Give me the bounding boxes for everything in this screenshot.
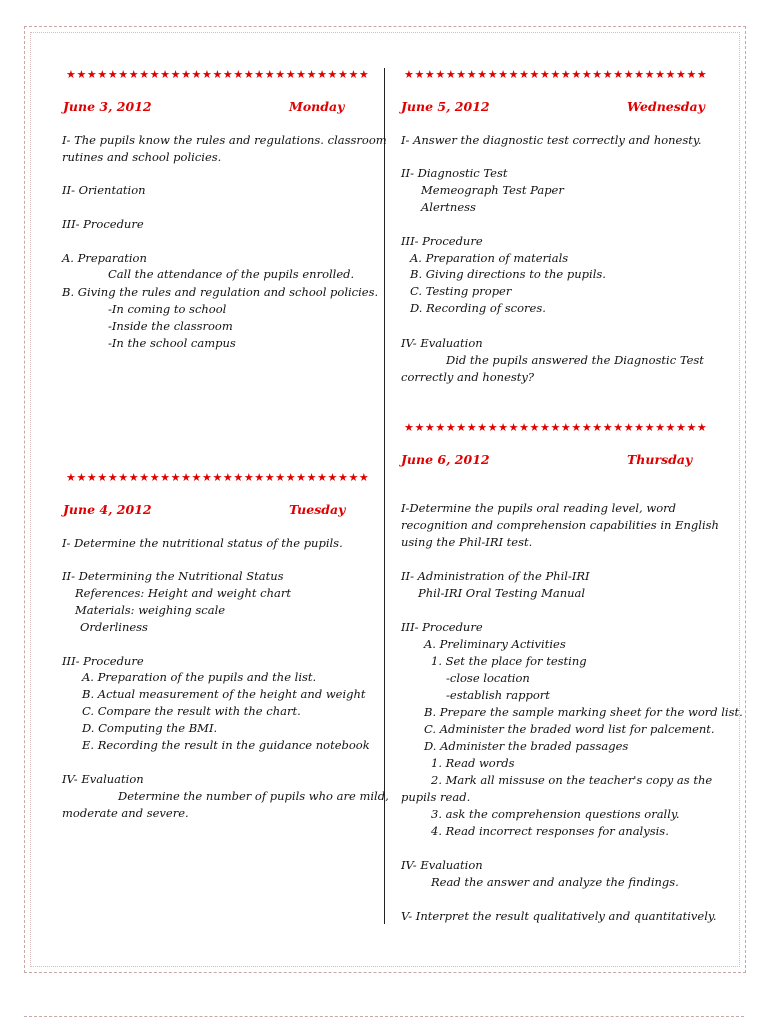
entry-date: June 3, 2012: [63, 99, 152, 114]
entry-day: Monday: [289, 99, 345, 114]
procedure-step: B. Giving directions to the pupils.: [410, 267, 606, 281]
objective-line: I-Determine the pupils oral reading level, word: [401, 501, 676, 515]
procedure-heading: III- Procedure: [401, 234, 483, 248]
evaluation-line: Determine the number of pupils who are mild,: [118, 789, 389, 803]
entry-day: Tuesday: [289, 502, 346, 517]
procedure-step: C. Testing proper: [410, 284, 512, 298]
evaluation-line: correctly and honesty?: [401, 370, 535, 384]
evaluation-heading: IV- Evaluation: [401, 336, 483, 350]
procedure-substep: 1. Set the place for testing: [431, 654, 587, 668]
subject-line: II- Diagnostic Test: [401, 166, 508, 180]
subject-line: II- Administration of the Phil-IRI: [401, 569, 590, 583]
objective-line: I- Answer the diagnostic test correctly and honesty.: [401, 133, 702, 147]
objective-line: using the Phil-IRI test.: [401, 535, 533, 549]
entry-date: June 6, 2012: [401, 452, 490, 467]
subject-line: Alertness: [421, 200, 476, 214]
star-divider: ★★★★★★★★★★★★★★★★★★★★★★★★★★★★★: [404, 68, 708, 81]
procedure-heading: III- Procedure: [62, 654, 144, 668]
procedure-substep: pupils read.: [401, 790, 471, 804]
procedure-step: B. Giving the rules and regulation and school policies.: [62, 285, 379, 299]
procedure-step: A. Preparation of the pupils and the list.: [82, 670, 317, 684]
subject-line: II- Determining the Nutritional Status: [62, 569, 284, 583]
evaluation-line: Read the answer and analyze the findings.: [431, 875, 679, 889]
assignment-line: V- Interpret the result qualitatively and quantitatively.: [401, 909, 717, 923]
objective-line: I- Determine the nutritional status of the pupils.: [62, 536, 343, 550]
objective-line: I- The pupils know the rules and regulations. classroom: [62, 133, 387, 147]
procedure-step: A. Preparation of materials: [410, 251, 569, 265]
objective-line: recognition and comprehension capabilities in English: [401, 518, 719, 532]
star-divider: ★★★★★★★★★★★★★★★★★★★★★★★★★★★★★: [66, 471, 370, 484]
evaluation-heading: IV- Evaluation: [401, 858, 483, 872]
procedure-step: B. Actual measurement of the height and weight: [82, 687, 366, 701]
subject-line: II- Orientation: [62, 183, 146, 197]
procedure-heading: III- Procedure: [62, 217, 144, 231]
procedure-substep: 4. Read incorrect responses for analysis.: [431, 824, 669, 838]
next-page-border: [24, 1016, 744, 1017]
evaluation-heading: IV- Evaluation: [62, 772, 144, 786]
evaluation-line: Did the pupils answered the Diagnostic Test: [446, 353, 704, 367]
procedure-substep: 3. ask the comprehension questions orally.: [431, 807, 680, 821]
objective-line: rutines and school policies.: [62, 150, 222, 164]
entry-day: Wednesday: [627, 99, 705, 114]
procedure-substep: -establish rapport: [446, 688, 550, 702]
entry-date: June 4, 2012: [63, 502, 152, 517]
procedure-substep: -In the school campus: [108, 336, 236, 350]
procedure-step: D. Recording of scores.: [410, 301, 546, 315]
procedure-substep: -In coming to school: [108, 302, 227, 316]
entry-date: June 5, 2012: [401, 99, 490, 114]
procedure-substep: 2. Mark all missuse on the teacher's copy as the: [431, 773, 713, 787]
procedure-step: B. Prepare the sample marking sheet for the word list.: [424, 705, 743, 719]
procedure-step: E. Recording the result in the guidance notebook: [82, 738, 370, 752]
procedure-step: C. Administer the braded word list for palcement.: [424, 722, 715, 736]
star-divider: ★★★★★★★★★★★★★★★★★★★★★★★★★★★★★: [404, 421, 708, 434]
subject-line: Memeograph Test Paper: [421, 183, 564, 197]
subject-line: Phil-IRI Oral Testing Manual: [418, 586, 586, 600]
procedure-heading: III- Procedure: [401, 620, 483, 634]
procedure-substep: -Inside the classroom: [108, 319, 233, 333]
subject-line: References: Height and weight chart: [75, 586, 291, 600]
subject-line: Orderliness: [80, 620, 148, 634]
procedure-step: D. Computing the BMI.: [82, 721, 218, 735]
star-divider: ★★★★★★★★★★★★★★★★★★★★★★★★★★★★★: [66, 68, 370, 81]
procedure-step: Call the attendance of the pupils enrolled.: [108, 267, 355, 281]
procedure-step: C. Compare the result with the chart.: [82, 704, 301, 718]
entry-day: Thursday: [627, 452, 693, 467]
procedure-substep: -close location: [446, 671, 530, 685]
procedure-step: D. Administer the braded passages: [424, 739, 629, 753]
procedure-step: A. Preparation: [62, 251, 147, 265]
subject-line: Materials: weighing scale: [75, 603, 226, 617]
procedure-substep: 1. Read words: [431, 756, 515, 770]
evaluation-line: moderate and severe.: [62, 806, 189, 820]
procedure-step: A. Preliminary Activities: [424, 637, 566, 651]
